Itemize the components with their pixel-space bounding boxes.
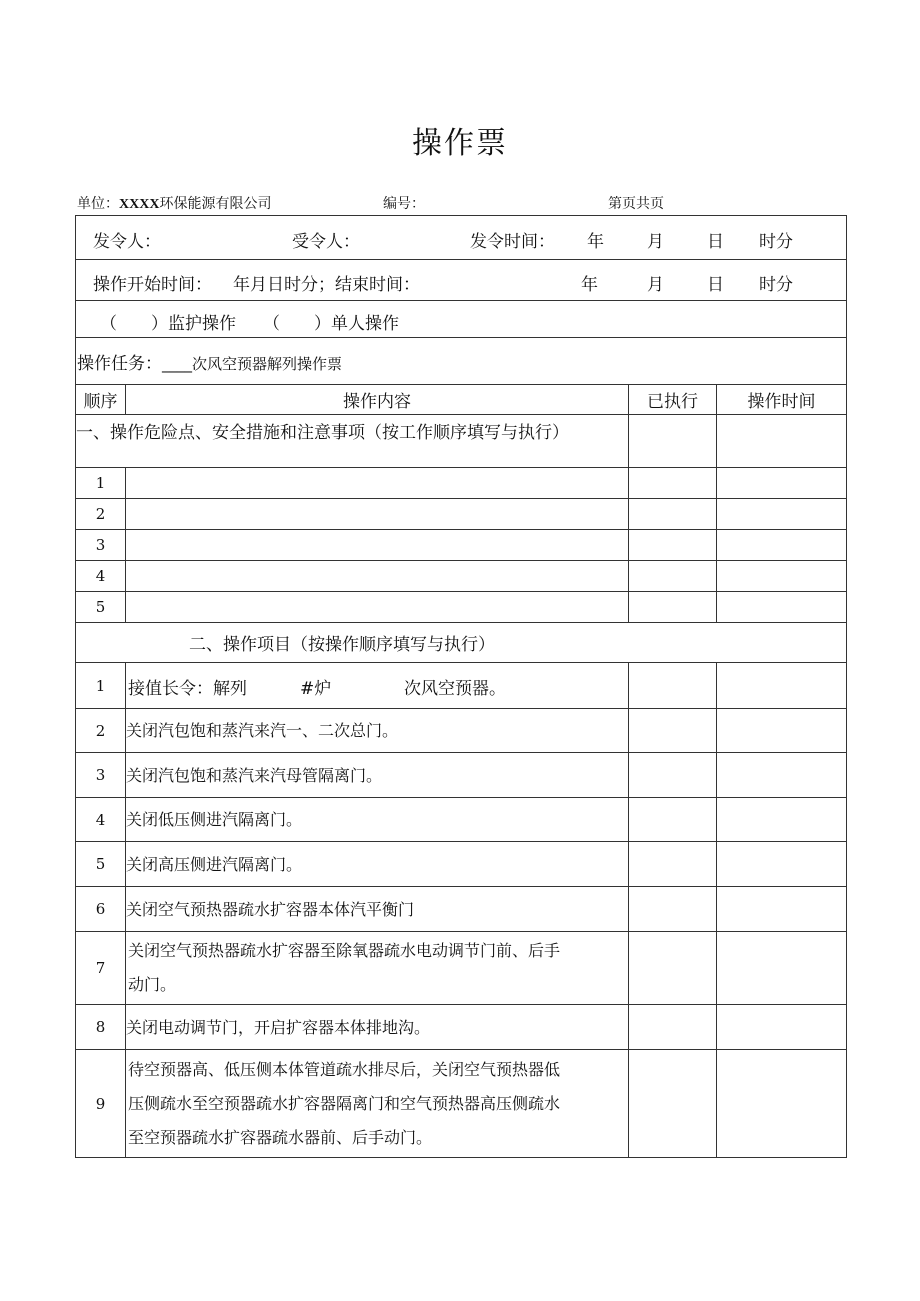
unit-field — [77, 193, 271, 213]
step-row — [76, 887, 847, 932]
receiver-label: 受令人： — [292, 232, 360, 252]
unit-company: 环保能源有限公司 — [159, 196, 272, 212]
issuer-label: 发令人： — [93, 232, 161, 252]
step-number: 3 — [76, 753, 126, 798]
step-number: 9 — [76, 1050, 126, 1158]
step-row — [76, 842, 847, 887]
start-end-fields: 年月日时分；结束时间： — [233, 275, 420, 295]
issue-time-label: 发令时间： — [470, 232, 555, 252]
step-number: 4 — [76, 798, 126, 842]
issue-hour-minute: 时分 — [759, 232, 793, 252]
step-text: 关闭高压侧进汽隔离门。 — [126, 842, 629, 887]
unit-label: 单位： — [77, 196, 119, 212]
step-number: 6 — [76, 887, 126, 932]
issue-year: 年 — [587, 232, 604, 252]
end-day: 日 — [707, 275, 724, 295]
step-row — [76, 663, 847, 709]
row-number: 2 — [76, 499, 126, 530]
step-text: #炉 — [300, 679, 332, 699]
section1-row — [76, 499, 847, 530]
step-row — [76, 709, 847, 753]
step-text: 关闭汽包饱和蒸汽来汽母管隔离门。 — [126, 753, 629, 798]
col-time: 操作时间 — [717, 385, 847, 415]
mode-row — [76, 301, 847, 338]
time-row — [76, 260, 847, 301]
section1-row — [76, 561, 847, 592]
step-number: 2 — [76, 709, 126, 753]
page-title: 操作票 — [412, 126, 508, 161]
row-number: 5 — [76, 592, 126, 623]
step-text: 关闭汽包饱和蒸汽来汽一、二次总门。 — [126, 709, 629, 753]
step-row — [76, 1050, 847, 1158]
step-number: 7 — [76, 932, 126, 1005]
step-row — [76, 753, 847, 798]
section1-row — [76, 592, 847, 623]
page-count-label: 第页共页 — [608, 196, 664, 212]
row-number: 4 — [76, 561, 126, 592]
issue-month: 月 — [647, 232, 664, 252]
step-number: 5 — [76, 842, 126, 887]
order-row — [76, 216, 847, 260]
step-text-line: 待空预器高、低压侧本体管道疏水排尽后，关闭空气预热器低 — [128, 1059, 561, 1079]
col-seq: 顺序 — [76, 385, 126, 415]
end-month: 月 — [647, 275, 664, 295]
supervised-option: （ ）监护操作 — [100, 314, 236, 334]
step-number: 1 — [76, 663, 126, 709]
step-number: 8 — [76, 1005, 126, 1050]
row-number: 1 — [76, 468, 126, 499]
section2-heading: 二、操作项目（按操作顺序填写与执行） — [189, 635, 495, 655]
start-time-label: 操作开始时间： — [93, 275, 212, 295]
section1-heading-row — [76, 415, 847, 468]
single-option: （ ）单人操作 — [263, 314, 399, 334]
step-text-line: 关闭空气预热器疏水扩容器至除氧器疏水电动调节门前、后手 — [128, 941, 561, 960]
issue-day: 日 — [707, 232, 724, 252]
col-executed: 已执行 — [629, 385, 717, 415]
step-text: 关闭低压侧进汽隔离门。 — [126, 798, 629, 842]
step-text-line: 至空预器疏水扩容器疏水器前、后手动门。 — [128, 1127, 433, 1147]
number-label: 编号： — [383, 196, 425, 212]
end-hour-minute: 时分 — [759, 275, 793, 295]
step-row — [76, 1005, 847, 1050]
operation-ticket-table — [75, 215, 847, 1158]
column-header-row — [76, 385, 847, 415]
row-number: 3 — [76, 530, 126, 561]
section1-row — [76, 468, 847, 499]
section1-row — [76, 530, 847, 561]
step-text: 接值长令：解列 — [128, 679, 247, 699]
step-text-line: 动门。 — [128, 975, 177, 994]
unit-code: XXXX — [119, 197, 160, 212]
end-year: 年 — [581, 275, 598, 295]
col-content: 操作内容 — [126, 385, 629, 415]
step-text: 关闭空气预热器疏水扩容器本体汽平衡门 — [126, 887, 629, 932]
section2-heading-row — [76, 623, 847, 663]
step-row — [76, 798, 847, 842]
section1-heading: 一、操作危险点、安全措施和注意事项（按工作顺序填写与执行） — [76, 415, 629, 468]
step-text-line: 压侧疏水至空预器疏水扩容器隔离门和空气预热器高压侧疏水 — [128, 1093, 561, 1113]
step-text: 次风空预器。 — [404, 679, 506, 699]
task-row — [76, 338, 847, 385]
task-label: 操作任务： — [77, 353, 162, 374]
step-text: 关闭电动调节门，开启扩容器本体排地沟。 — [126, 1005, 629, 1050]
step-row — [76, 932, 847, 1005]
task-value: ____次风空预器解列操作票 — [162, 354, 343, 373]
